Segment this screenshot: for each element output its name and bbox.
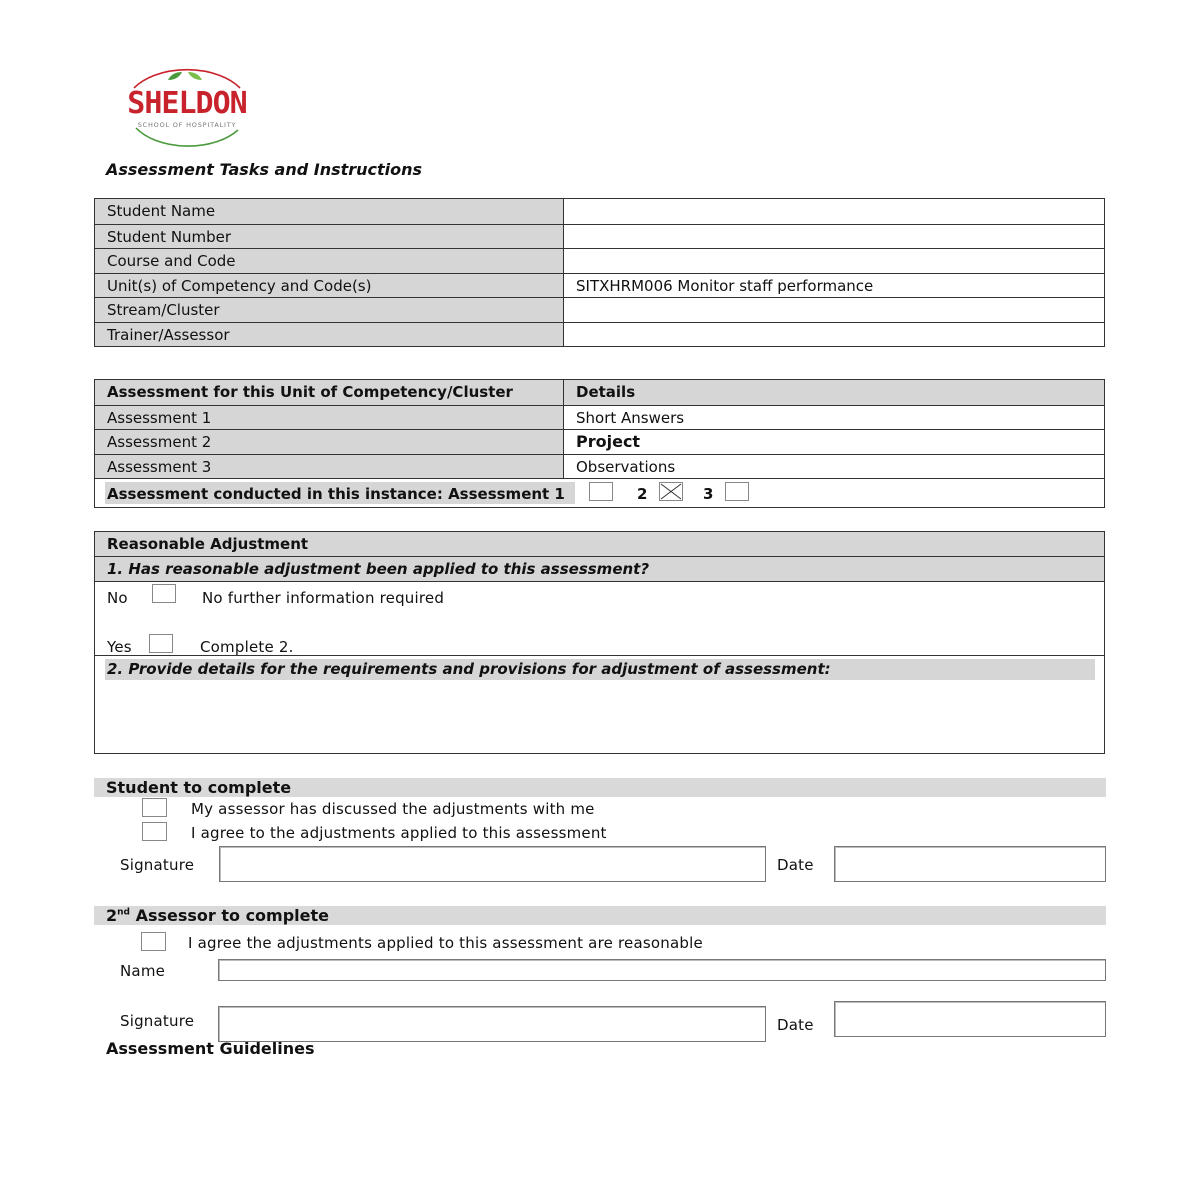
conducted-line [95,479,565,507]
yes-checkbox[interactable] [149,634,173,653]
row-label: Stream/Cluster [95,298,564,322]
header-details: Details [564,380,1104,405]
student-date-field[interactable] [834,846,1106,882]
student-signature-field[interactable] [219,846,766,882]
row-label: Course and Code [95,249,564,273]
option-2-label: 2 [637,485,648,503]
assessment-1-checkbox[interactable] [589,482,613,501]
student-name-field[interactable] [564,199,1104,224]
row-label: Assessment 3 [95,455,564,479]
row-label: Student Name [95,199,564,224]
logo-tagline-text: SCHOOL OF HOSPITALITY [137,121,237,129]
no-text: No further information required [202,589,445,607]
option-3-label: 3 [703,485,714,503]
table-row [95,199,1104,224]
table-row [95,322,1104,347]
assessor-discussed-checkbox[interactable] [142,798,167,817]
row-value: Observations [576,457,676,476]
assessment-3-checkbox[interactable] [725,482,749,501]
table-header-row [95,380,1104,405]
row-label: Student Number [95,225,564,249]
course-code-field[interactable] [564,249,1104,273]
assessment-table [94,379,1105,508]
table-row [95,478,1104,507]
header-assessment: Assessment for this Unit of Competency/Cluster [95,380,564,405]
trainer-assessor-field[interactable] [564,323,1104,347]
no-label: No [107,589,128,607]
conducted-label: Assessment conducted in this instance: [107,485,443,503]
agree-adjustments-checkbox[interactable] [142,822,167,841]
guidelines-heading: Assessment Guidelines [106,1039,315,1058]
yes-label: Yes [107,638,132,656]
no-checkbox[interactable] [152,584,176,603]
assessor-signature-field[interactable] [218,1006,766,1042]
table-row [95,297,1104,322]
question-1: 1. Has reasonable adjustment been applied to this assessment? [95,557,1104,582]
section-title: Reasonable Adjustment [95,532,1104,557]
student-date-label: Date [777,856,814,874]
assessor-signature-label: Signature [120,1012,195,1030]
student-section-title: Student to complete [106,778,292,797]
title-superscript: nd [117,907,130,918]
question-2: 2. Provide details for the requirements and provisions for adjustment of assessment: [105,659,1095,680]
unit-competency-field[interactable]: SITXHRM006 Monitor staff performance [576,276,874,295]
assessor-section-title [106,906,329,925]
logo-brand-text: SHELDON [127,86,247,121]
assessment-2-checkbox-checked[interactable] [659,482,683,501]
school-logo [112,66,262,152]
title-number: 2 [106,906,118,925]
yes-text: Complete 2. [200,638,294,656]
assessor-name-field[interactable] [218,959,1106,981]
row-label: Assessment 2 [95,430,564,454]
assessor-agree-checkbox[interactable] [141,932,166,951]
reasonable-adjustment-box [94,531,1105,754]
divider [95,655,1104,656]
student-signature-label: Signature [120,856,195,874]
row-label: Unit(s) of Competency and Code(s) [95,274,564,298]
row-value: Short Answers [576,408,685,427]
stream-cluster-field[interactable] [564,298,1104,322]
table-row [95,224,1104,249]
assessor-date-field[interactable] [834,1001,1106,1037]
page-title: Assessment Tasks and Instructions [106,160,423,179]
table-row [95,454,1104,479]
table-row [95,405,1104,430]
row-label: Assessment 1 [95,406,564,430]
assessor-agree-text: I agree the adjustments applied to this assessment are reasonable [188,934,703,952]
student-number-field[interactable] [564,225,1104,249]
title-rest: Assessor to complete [130,906,329,925]
row-label: Trainer/Assessor [95,323,564,347]
adjustment-details-area[interactable] [105,684,1093,746]
row-value: Project [576,432,641,451]
student-details-table [94,198,1105,347]
conducted-prefix: Assessment 1 [448,485,565,503]
table-row [95,248,1104,273]
assessor-name-label: Name [120,962,166,980]
table-row [95,273,1104,298]
agree-adjustments-text: I agree to the adjustments applied to this assessment [191,824,607,842]
assessor-discussed-text: My assessor has discussed the adjustments with me [191,800,595,818]
assessor-date-label: Date [777,1016,814,1034]
check-x-icon [660,483,682,500]
table-row [95,429,1104,454]
